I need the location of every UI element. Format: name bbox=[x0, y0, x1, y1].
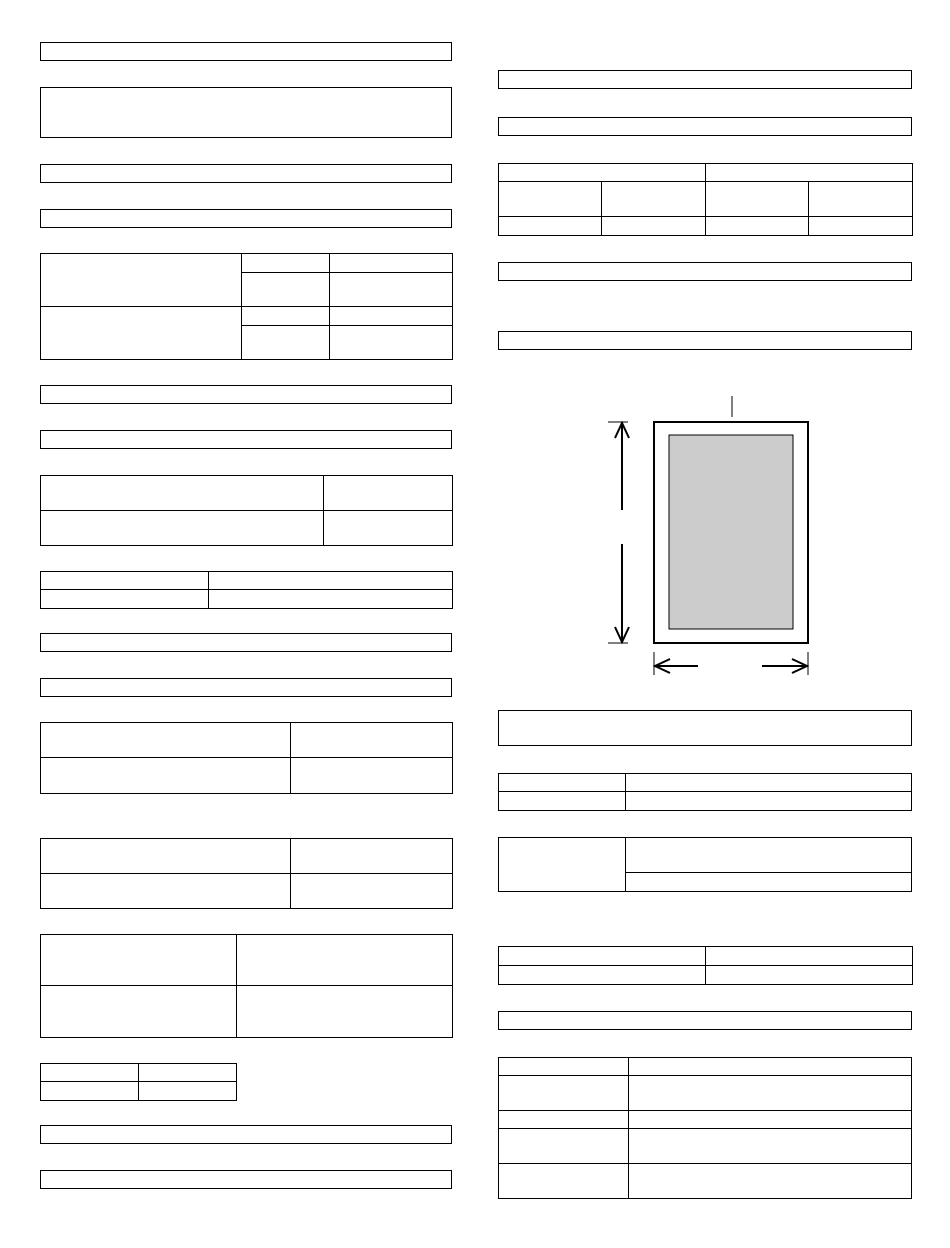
table-cell bbox=[629, 1164, 912, 1199]
table-cell bbox=[41, 723, 291, 758]
table-cell bbox=[242, 326, 330, 360]
table-cell bbox=[291, 874, 453, 909]
section-heading-box bbox=[40, 385, 452, 404]
spec-table bbox=[40, 253, 453, 360]
spec-table bbox=[498, 837, 912, 892]
section-heading-box bbox=[40, 164, 452, 183]
table-cell bbox=[291, 723, 453, 758]
table-cell bbox=[41, 1064, 139, 1082]
height-arrow bbox=[608, 422, 629, 643]
table-cell bbox=[209, 572, 453, 590]
table-cell bbox=[242, 273, 330, 307]
spec-table bbox=[40, 838, 453, 909]
table-cell bbox=[291, 758, 453, 794]
section-heading-box bbox=[40, 209, 452, 228]
table-cell bbox=[139, 1064, 237, 1082]
spec-table bbox=[498, 163, 913, 236]
table-cell bbox=[41, 307, 242, 360]
table-cell bbox=[41, 254, 242, 307]
table-cell bbox=[706, 966, 913, 985]
spec-table bbox=[498, 1057, 912, 1199]
table-cell bbox=[41, 1082, 139, 1101]
table-cell bbox=[629, 1058, 912, 1076]
table-cell bbox=[330, 307, 453, 326]
section-heading-box bbox=[40, 633, 452, 652]
spec-table bbox=[40, 934, 453, 1038]
table-cell bbox=[602, 182, 706, 217]
table-cell bbox=[706, 217, 809, 236]
text-box bbox=[40, 87, 452, 138]
table-cell bbox=[629, 1129, 912, 1164]
table-cell bbox=[499, 182, 602, 217]
table-cell bbox=[237, 935, 453, 986]
table-cell bbox=[602, 217, 706, 236]
table-cell bbox=[629, 1111, 912, 1129]
table-cell bbox=[324, 511, 453, 546]
table-cell bbox=[499, 164, 706, 182]
spec-table bbox=[498, 773, 912, 811]
table-cell bbox=[330, 273, 453, 307]
table-cell bbox=[706, 164, 913, 182]
section-heading-box bbox=[40, 1125, 452, 1144]
table-cell bbox=[626, 873, 912, 892]
table-cell bbox=[499, 1111, 629, 1129]
table-cell bbox=[41, 986, 237, 1038]
table-cell bbox=[41, 839, 291, 874]
section-heading-box bbox=[498, 262, 912, 281]
table-cell bbox=[499, 947, 706, 966]
table-cell bbox=[242, 307, 330, 326]
table-cell bbox=[41, 590, 209, 609]
table-cell bbox=[499, 1129, 629, 1164]
text-box bbox=[498, 710, 912, 746]
width-arrow bbox=[654, 652, 808, 675]
section-heading-box bbox=[40, 1170, 452, 1189]
table-cell bbox=[499, 1076, 629, 1111]
spec-table bbox=[40, 475, 453, 546]
table-cell bbox=[706, 182, 809, 217]
table-cell bbox=[139, 1082, 237, 1101]
table-cell bbox=[237, 986, 453, 1038]
table-cell bbox=[629, 1076, 912, 1111]
spec-table bbox=[40, 571, 453, 609]
table-cell bbox=[499, 1164, 629, 1199]
table-cell bbox=[41, 476, 324, 511]
section-heading-box bbox=[498, 117, 912, 136]
table-cell bbox=[499, 774, 626, 792]
table-cell bbox=[41, 758, 291, 794]
table-cell bbox=[499, 838, 626, 892]
table-cell bbox=[499, 217, 602, 236]
table-cell bbox=[626, 838, 912, 873]
table-cell bbox=[809, 182, 913, 217]
table-cell bbox=[324, 476, 453, 511]
table-cell bbox=[330, 326, 453, 360]
table-cell bbox=[209, 590, 453, 609]
section-heading-box bbox=[40, 430, 452, 449]
section-heading-box bbox=[498, 331, 912, 350]
paper-dimension-figure bbox=[600, 390, 830, 680]
section-heading-box bbox=[40, 42, 452, 61]
spec-table bbox=[498, 946, 913, 985]
table-cell bbox=[41, 874, 291, 909]
section-heading-box bbox=[498, 70, 912, 89]
section-heading-box bbox=[498, 1011, 912, 1030]
table-cell bbox=[499, 792, 626, 811]
table-cell bbox=[626, 792, 912, 811]
spec-table bbox=[40, 1063, 237, 1101]
table-cell bbox=[291, 839, 453, 874]
table-cell bbox=[242, 254, 330, 273]
table-cell bbox=[499, 1058, 629, 1076]
table-cell bbox=[41, 572, 209, 590]
table-cell bbox=[706, 947, 913, 966]
table-cell bbox=[330, 254, 453, 273]
section-heading-box bbox=[40, 678, 452, 697]
table-cell bbox=[41, 511, 324, 546]
table-cell bbox=[626, 774, 912, 792]
table-cell bbox=[41, 935, 237, 986]
table-cell bbox=[809, 217, 913, 236]
printable-area bbox=[669, 435, 793, 629]
spec-table bbox=[40, 722, 453, 794]
table-cell bbox=[499, 966, 706, 985]
